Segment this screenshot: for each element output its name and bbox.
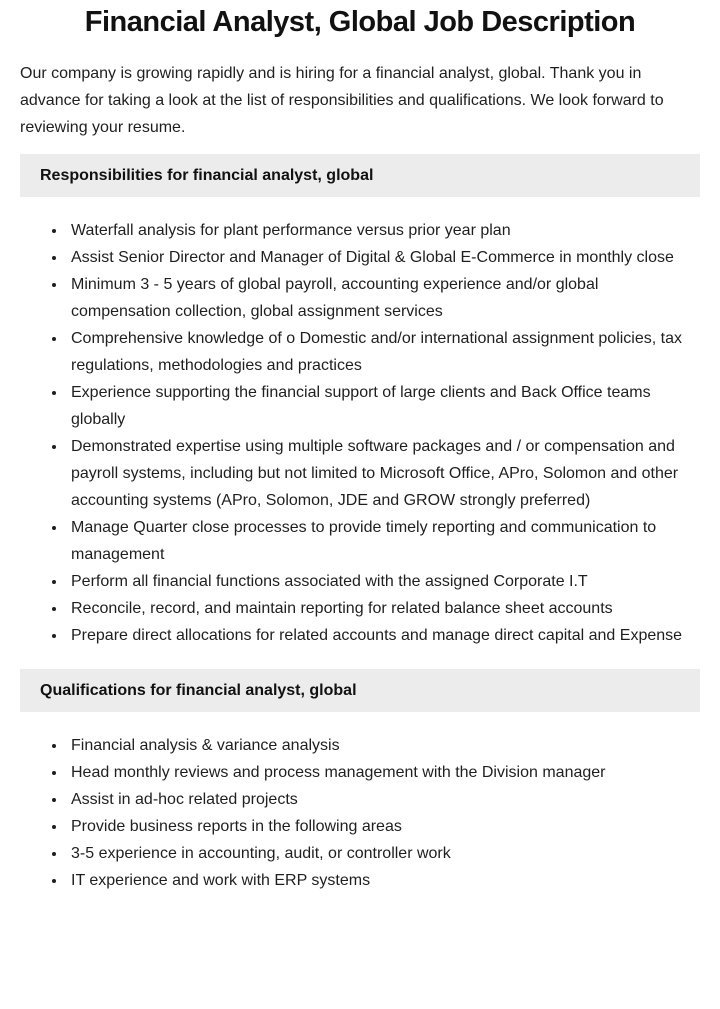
list-item: • Experience supporting the financial support of large clients and Back Office teams globally (67, 379, 700, 433)
list-item: • Waterfall analysis for plant performance versus prior year plan (67, 217, 700, 244)
page-title: Financial Analyst, Global Job Description (84, 6, 636, 38)
list-item: • Reconcile, record, and maintain reporting for related balance sheet accounts (67, 595, 700, 622)
list-item: • Assist in ad-hoc related projects (67, 786, 700, 813)
intro-paragraph: Our company is growing rapidly and is hiring for a financial analyst, global. Thank you in advance for taking a look at the list of responsibilities and qualifications. We look forward to reviewing your resume. (20, 65, 664, 136)
list-item: • Manage Quarter close processes to provide timely reporting and communication to management (67, 514, 700, 568)
qualifications-heading: Qualifications for financial analyst, global (20, 669, 700, 712)
list-item: • Perform all financial functions associated with the assigned Corporate I.T (67, 568, 700, 595)
job-description-page (0, 6, 720, 944)
list-item: • Assist Senior Director and Manager of Digital & Global E-Commerce in monthly close (67, 244, 700, 271)
list-item: • Financial analysis & variance analysis (67, 732, 700, 759)
responsibilities-section (20, 154, 700, 649)
list-item: • Head monthly reviews and process management with the Division manager (67, 759, 700, 786)
list-item: • Demonstrated expertise using multiple software packages and / or compensation and payroll systems, including but not limited to Microsoft Office, APro, Solomon and other accounting systems (APro, Solomon, JDE and GROW strongly preferred) (67, 433, 700, 514)
list-item: • Minimum 3 - 5 years of global payroll, accounting experience and/or global compensation collection, global assignment services (67, 271, 700, 325)
list-item: • IT experience and work with ERP systems (67, 867, 700, 894)
list-item: • Comprehensive knowledge of o Domestic and/or international assignment policies, tax regulations, methodologies and practices (67, 325, 700, 379)
list-item: • Provide business reports in the following areas (67, 813, 700, 840)
responsibilities-list (20, 217, 700, 649)
qualifications-list (20, 732, 700, 894)
list-item: • 3-5 experience in accounting, audit, or controller work (67, 840, 700, 867)
qualifications-section (20, 669, 700, 894)
list-item: • Prepare direct allocations for related accounts and manage direct capital and Expense (67, 622, 700, 649)
responsibilities-heading: Responsibilities for financial analyst, global (20, 154, 700, 197)
